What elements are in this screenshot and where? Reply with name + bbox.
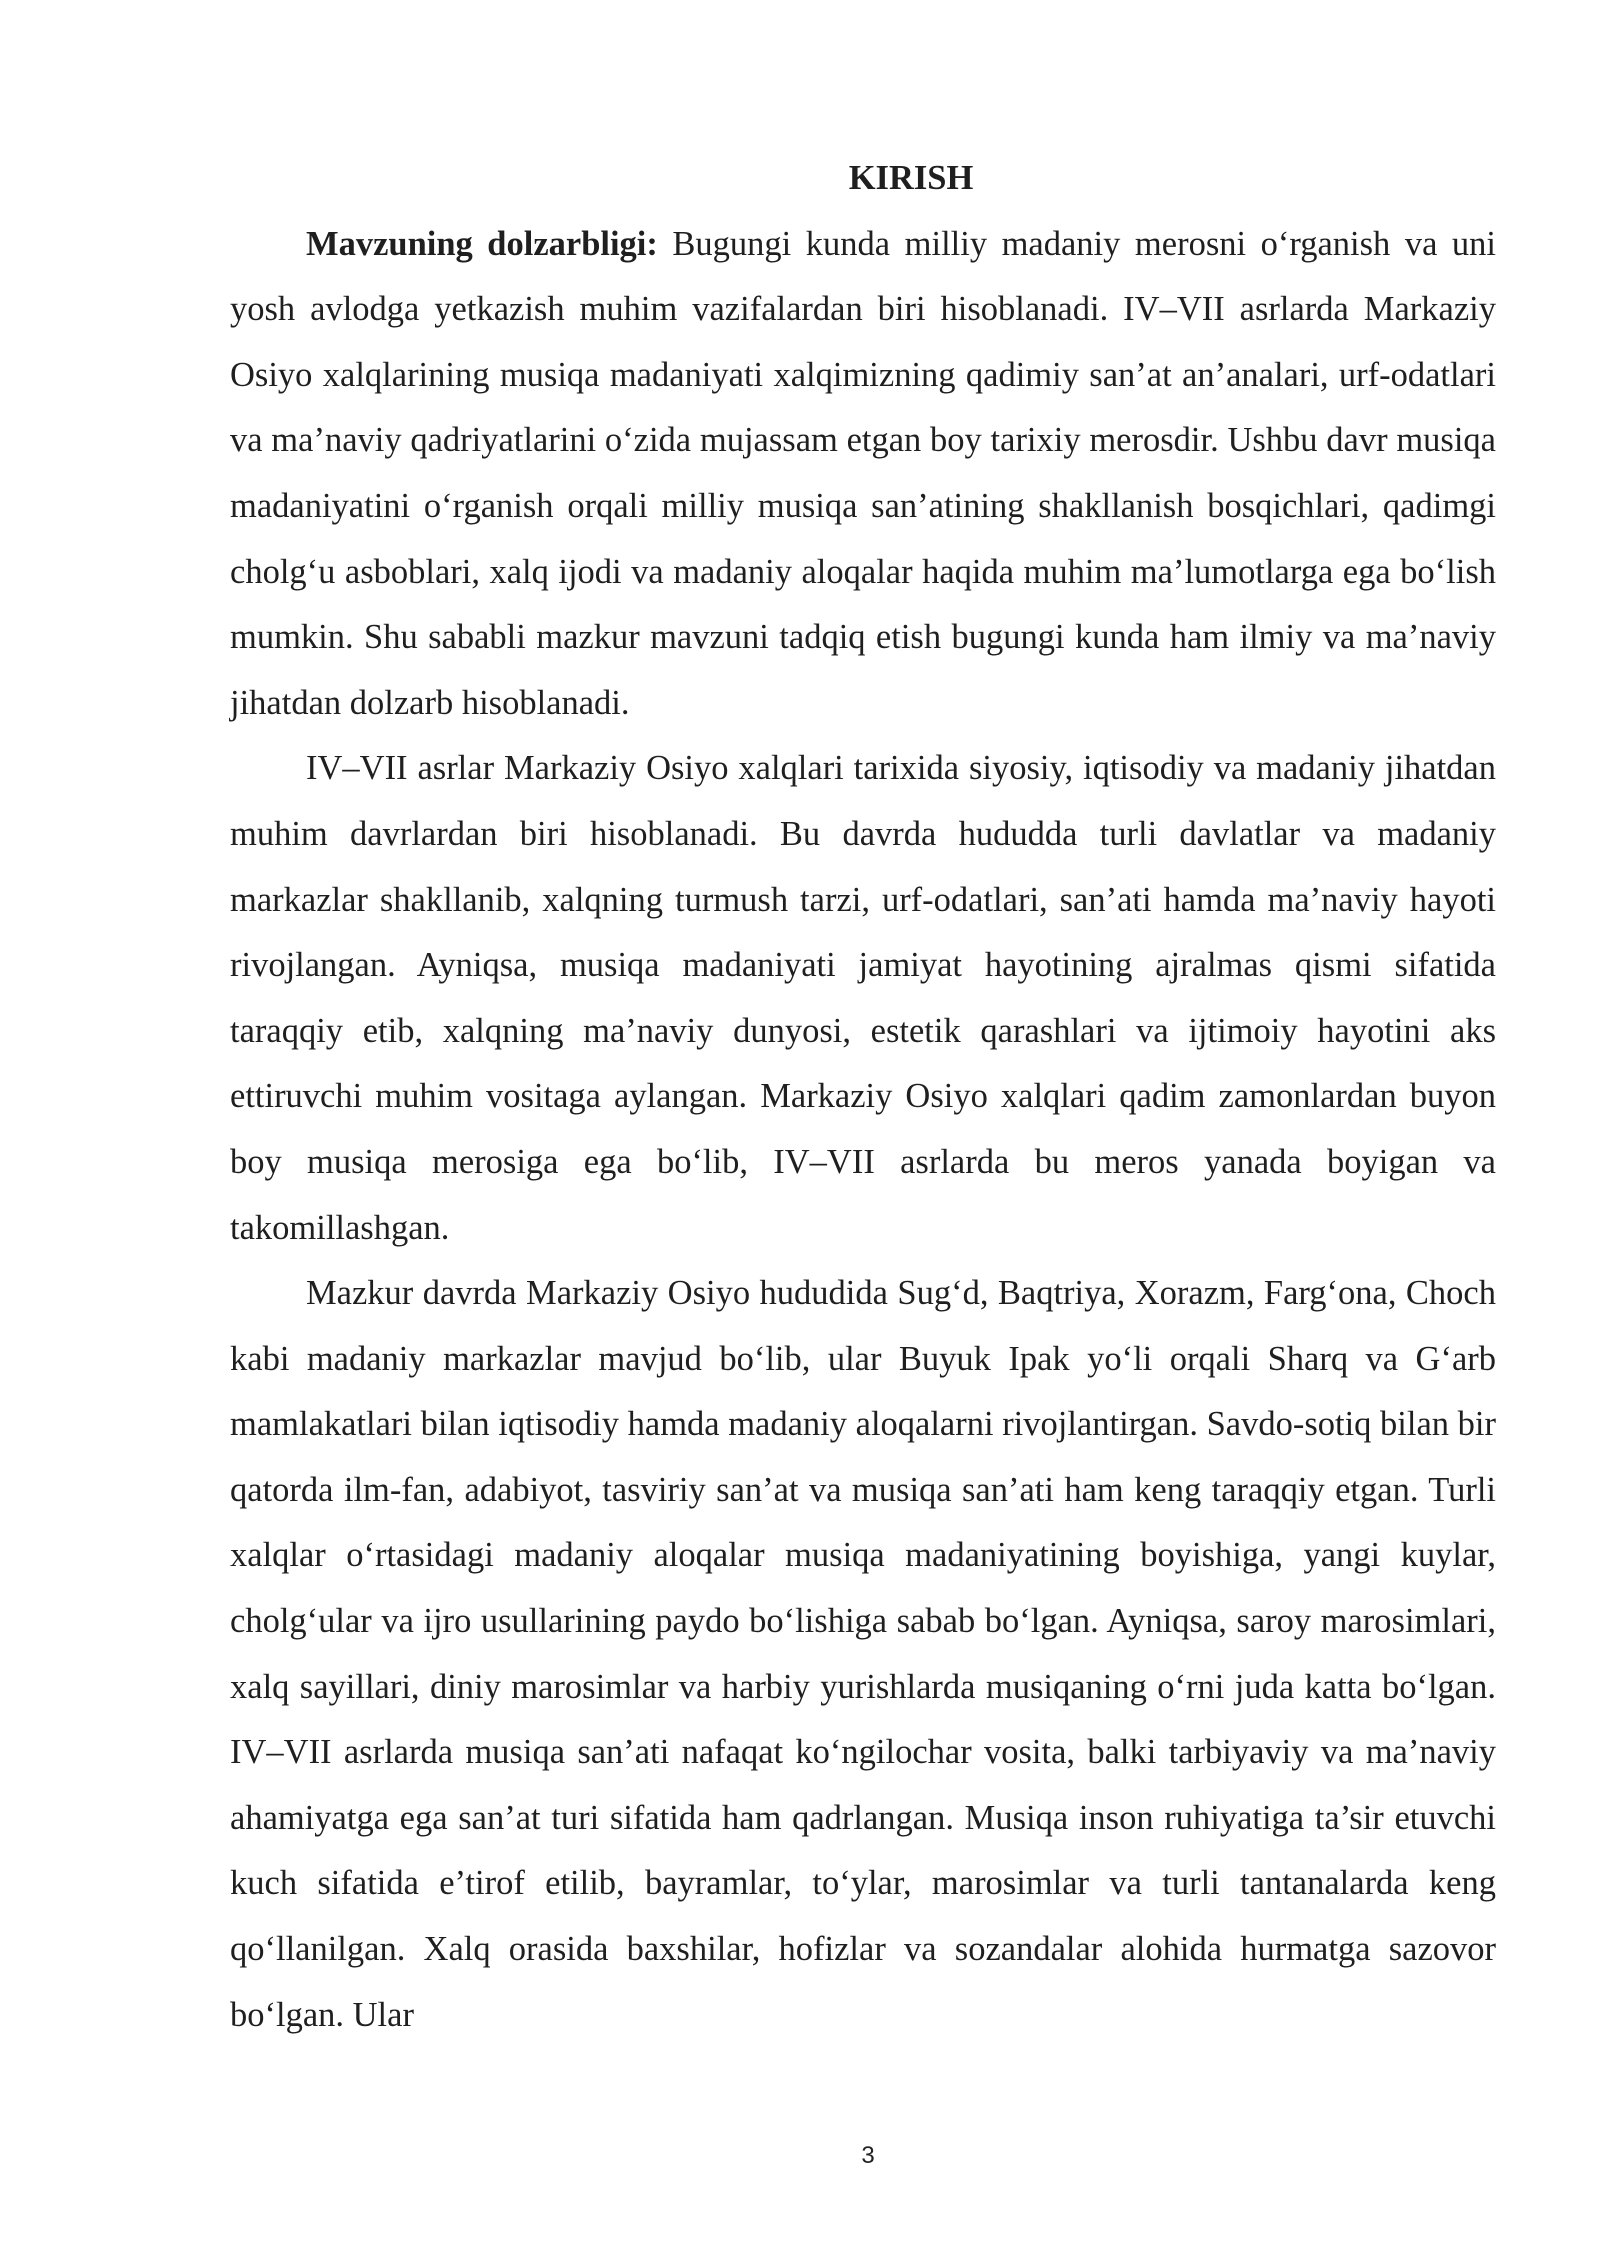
page-number: 3 bbox=[861, 2142, 875, 2169]
body-text bbox=[230, 146, 1496, 2048]
paragraph-text: Mazkur davrda Markaziy Osiyo hududida Sug‘d, Baqtriya, Xorazm, Farg‘ona, Choch kabi madaniy markazlar mavjud bo‘lib, ular Buyuk Ipak yo‘li orqali Sharq va G‘arb mamlakatlari bilan iqtisodiy hamda madaniy aloqalarni rivojlantirgan. Savdo-sotiq bilan bir qatorda ilm-fan, adabiyot, tasviriy san’at va musiqa san’ati ham keng taraqqiy etgan. Turli xalqlar o‘rtasidagi madaniy aloqalar musiqa madaniyatining boyishiga, yangi kuylar, cholg‘ular va ijro usullarining paydo bo‘lishiga sabab bo‘lgan. Ayniqsa, saroy marosimlari, xalq sayillari, diniy marosimlar va harbiy yurishlarda musiqaning o‘rni juda katta bo‘lgan. IV–VII asrlarda musiqa san’ati nafaqat ko‘ngilochar vosita, balki tarbiyaviy va ma’naviy ahamiyatga ega san’at turi sifatida ham qadrlangan. Musiqa inson ruhiyatiga ta’sir etuvchi kuch sifatida e’tirof etilib, bayramlar, to‘ylar, marosimlar va turli tantanalarda keng qo‘llanilgan. Xalq orasida baxshilar, hofizlar va sozandalar alohida hurmatga sazovor bo‘lgan. Ular bbox=[230, 1274, 1496, 2034]
paragraph-text: Bugungi kunda milliy madaniy merosni o‘rganish va uni yosh avlodga yetkazish muhim vazifalardan biri hisoblanadi. IV–VII asrlarda Markaziy Osiyo xalqlarining musiqa madaniyati xalqimizning qadimiy san’at an’analari, urf-odatlari va ma’naviy qadriyatlarini o‘zida mujassam etgan boy tarixiy merosdir. Ushbu davr musiqa madaniyatini o‘rganish orqali milliy musiqa san’atining shakllanish bosqichlari, qadimgi cholg‘u asboblari, xalq ijodi va madaniy aloqalar haqida muhim ma’lumotlarga ega bo‘lish mumkin. Shu sababli mazkur mavzuni tadqiq etish bugungi kunda ham ilmiy va ma’naviy jihatdan dolzarb hisoblanadi. bbox=[230, 224, 1496, 722]
section-heading: KIRISH bbox=[848, 159, 974, 197]
paragraph-1 bbox=[230, 212, 1496, 737]
paragraph-3 bbox=[230, 1261, 1496, 2048]
paragraph-2 bbox=[230, 736, 1496, 1261]
paragraph-lead: Mavzuning dolzarbligi: bbox=[306, 224, 658, 263]
paragraph-text: IV–VII asrlar Markaziy Osiyo xalqlari tarixida siyosiy, iqtisodiy va madaniy jihatdan muhim davrlardan biri hisoblanadi. Bu davrda hududda turli davlatlar va madaniy markazlar shakllanib, xalqning turmush tarzi, urf-odatlari, san’ati hamda ma’naviy hayoti rivojlangan. Ayniqsa, musiqa madaniyati jamiyat hayotining ajralmas qismi sifatida taraqqiy etib, xalqning ma’naviy dunyosi, estetik qarashlari va ijtimoiy hayotini aks ettiruvchi muhim vositaga aylangan. Markaziy Osiyo xalqlari qadim zamonlardan buyon boy musiqa merosiga ega bo‘lib, IV–VII asrlarda bu meros yanada boyigan va takomillashgan. bbox=[230, 749, 1496, 1247]
